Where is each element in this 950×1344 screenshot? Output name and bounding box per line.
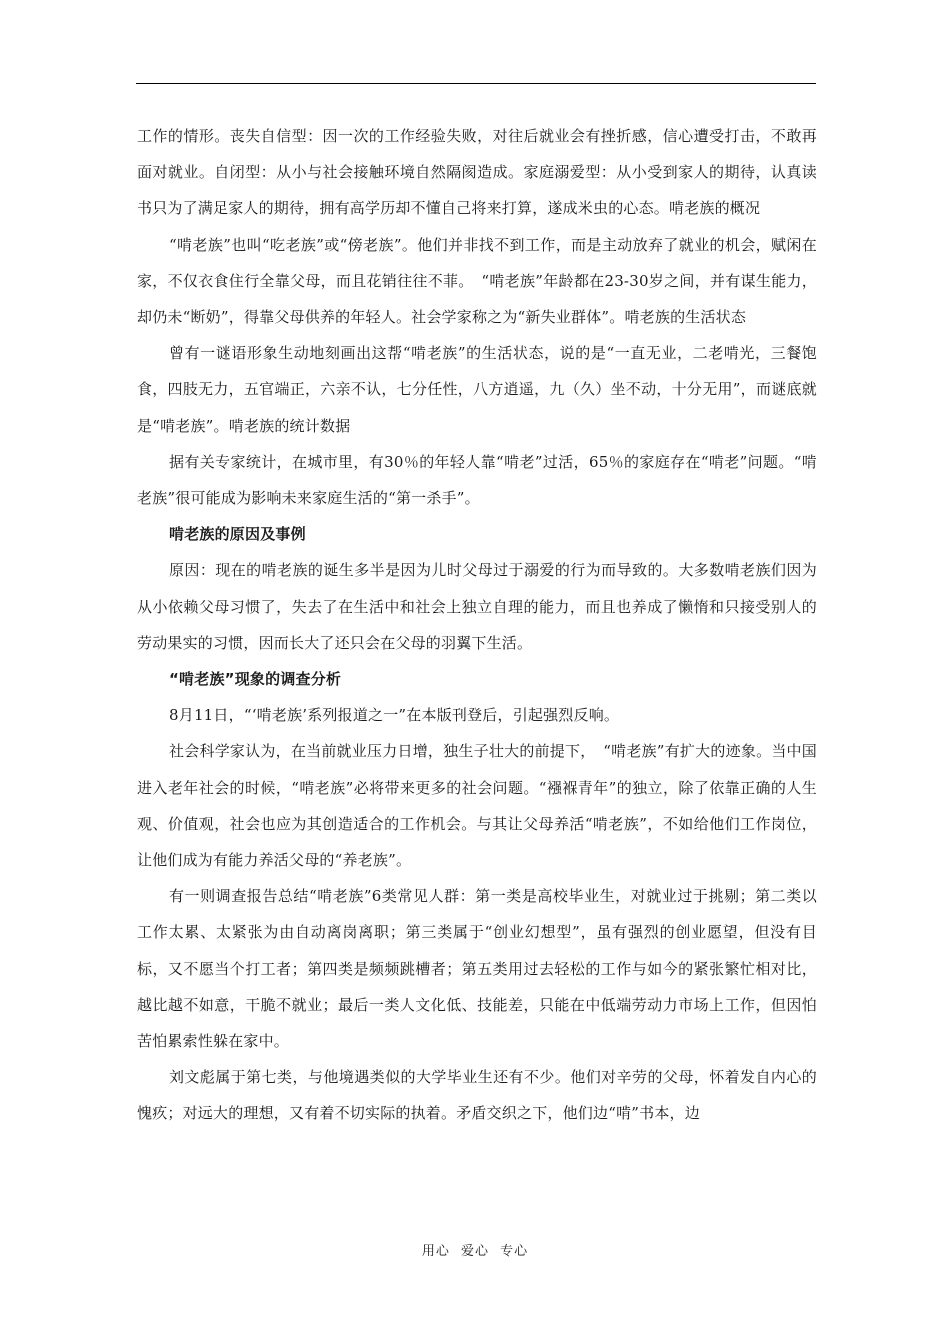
body-paragraph: 社会科学家认为，在当前就业压力日增，独生子壮大的前提下， “啃老族”有扩大的迹象。当中国进入老年社会的时候，“啃老族”必将带来更多的社会问题。“襁褓青年”的独立，除了依靠正确的人生观、价值观，社会也应为其创造适合的工作机会。与其让父母养活“啃老族”，不如给他们工作岗位，让他们成为有能力养活父母的“养老族”。 bbox=[137, 742, 817, 870]
body-paragraph: 刘文彪属于第七类，与他境遇类似的大学毕业生还有不少。他们对辛劳的父母，怀着发自内心的愧疚；对远大的理想，又有着不切实际的执着。矛盾交织之下，他们边“啃”书本，边 bbox=[137, 1068, 817, 1123]
section-heading: “啃老族”现象的调查分析 bbox=[169, 670, 342, 689]
document-body bbox=[137, 118, 817, 1132]
section-heading: 啃老族的原因及事例 bbox=[169, 525, 306, 544]
body-paragraph: 曾有一谜语形象生动地刻画出这帮“啃老族”的生活状态，说的是“一直无业，二老啃光，三餐饱食，四肢无力，五官端正，六亲不认，七分任性，八方逍遥，九（久）坐不动，十分无用”，而谜底就是“啃老族”。啃老族的统计数据 bbox=[137, 344, 817, 435]
body-paragraph: 有一则调查报告总结“啃老族”6类常见人群：第一类是高校毕业生，对就业过于挑剔；第二类以工作太累、太紧张为由自动离岗离职；第三类属于“创业幻想型”，虽有强烈的创业愿望，但没有目标，又不愿当个打工者；第四类是频频跳槽者；第五类用过去轻松的工作与如今的紧张繁忙相对比，越比越不如意，干脆不就业；最后一类人文化低、技能差，只能在中低端劳动力市场上工作，但因怕苦怕累索性躲在家中。 bbox=[137, 887, 817, 1051]
body-paragraph: 8月11日，“‘啃老族’系列报道之一”在本版刊登后，引起强烈反响。 bbox=[169, 706, 620, 725]
body-paragraph: 据有关专家统计，在城市里，有30％的年轻人靠“啃老”过活，65％的家庭存在“啃老”问题。“啃老族”很可能成为影响未来家庭生活的“第一杀手”。 bbox=[137, 452, 817, 508]
header-rule bbox=[136, 83, 816, 84]
body-paragraph: 工作的情形。丧失自信型：因一次的工作经验失败，对往后就业会有挫折感，信心遭受打击，不敢再面对就业。自闭型：从小与社会接触环境自然隔阂造成。家庭溺爱型：从小受到家人的期待，认真读书只为了满足家人的期待，拥有高学历却不懂自己将来打算，遂成米虫的心态。啃老族的概况 bbox=[137, 127, 817, 218]
body-paragraph: 原因：现在的啃老族的诞生多半是因为儿时父母过于溺爱的行为而导致的。大多数啃老族们因为从小依赖父母习惯了，失去了在生活中和社会上独立自理的能力，而且也养成了懒惰和只接受别人的劳动果实的习惯，因而长大了还只会在父母的羽翼下生活。 bbox=[137, 561, 817, 652]
body-paragraph: “啃老族”也叫“吃老族”或“傍老族”。他们并非找不到工作，而是主动放弃了就业的机会，赋闲在家，不仅衣食住行全靠父母，而且花销往往不菲。 “啃老族”年龄都在23-30岁之间，并有谋生能力，却仍未“断奶”，得靠父母供养的年轻人。社会学家称之为“新失业群体”。啃老族的生活状态 bbox=[137, 235, 817, 327]
page-footer: 用心 爱心 专心 bbox=[421, 1244, 529, 1259]
